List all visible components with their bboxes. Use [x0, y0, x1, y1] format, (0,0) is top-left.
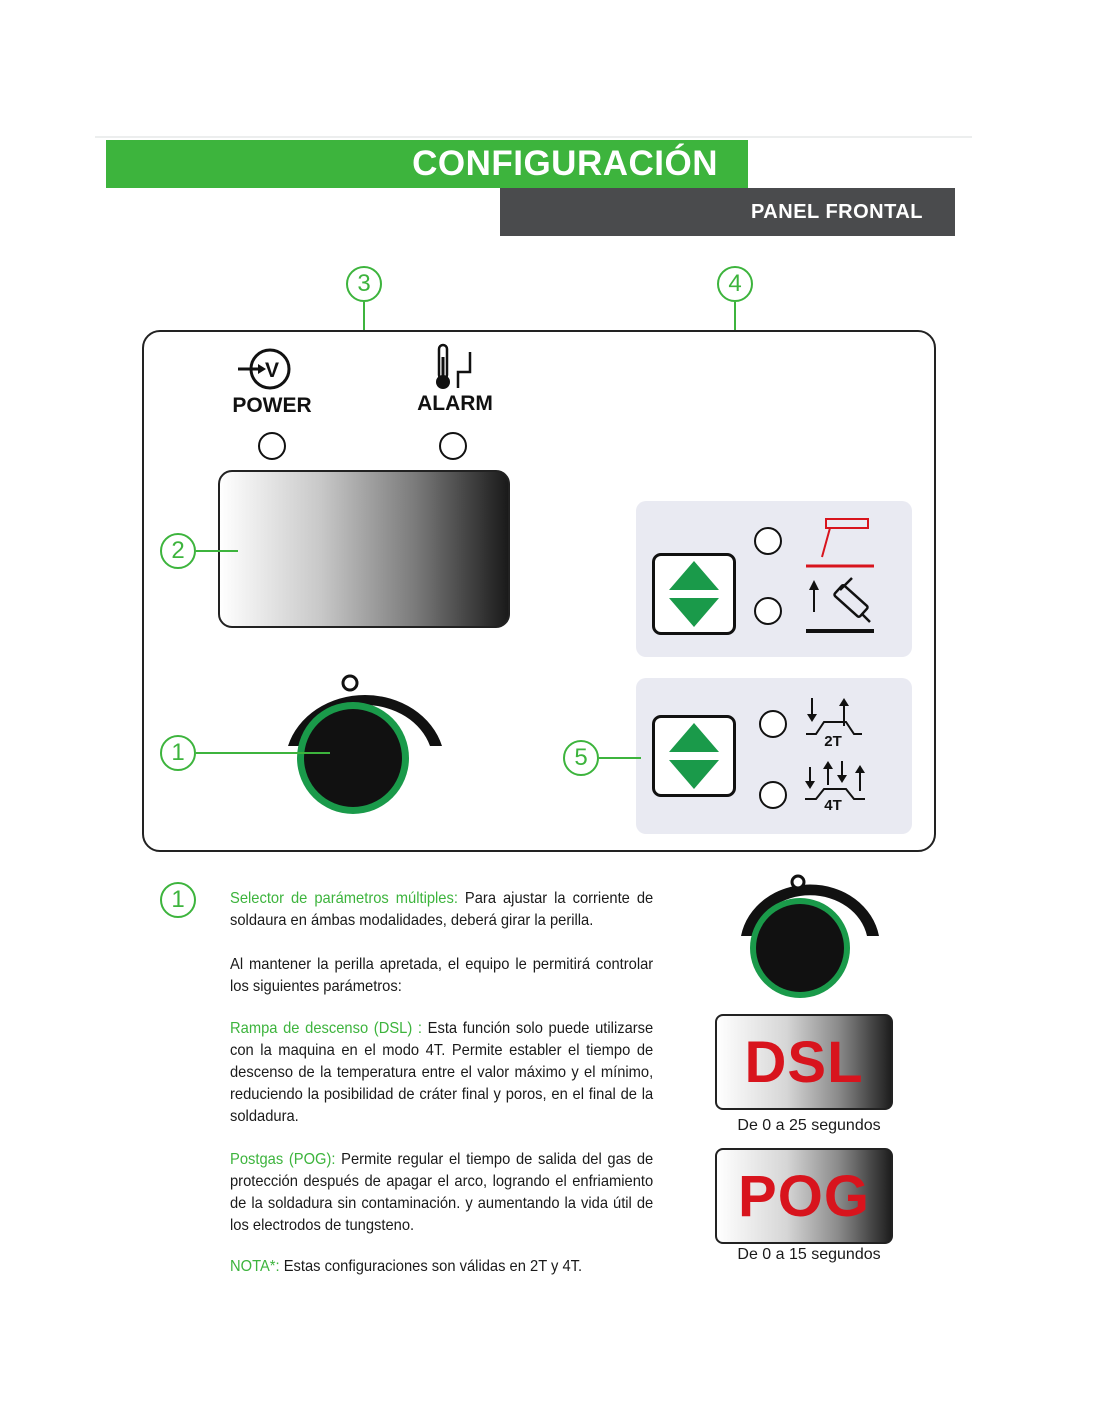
page-title: CONFIGURACIÓN	[106, 140, 748, 188]
callout-2-line	[196, 550, 238, 552]
paragraph-note-text: Estas configuraciones son válidas en 2T y 4T.	[279, 1258, 583, 1275]
mode-4t-icon	[802, 757, 868, 813]
paragraph-hold	[230, 954, 653, 998]
pog-badge: POG	[715, 1148, 893, 1244]
knob-illustration	[735, 870, 885, 1002]
paragraph-selector-text: Para ajustar la corriente de soldaura en ámbas modalidades, deberá girar la perilla.	[230, 890, 654, 929]
callout-2: 2	[160, 533, 196, 569]
callout-3: 3	[346, 266, 382, 302]
power-voltage-icon	[236, 346, 296, 392]
dsl-caption: De 0 a 25 segundos	[737, 1117, 881, 1134]
mode-4t-led	[759, 781, 787, 809]
up-down-arrows-icon	[655, 718, 733, 794]
dsl-badge: DSL	[715, 1014, 893, 1110]
parameter-knob[interactable]	[280, 670, 450, 820]
callout-5-line	[599, 757, 641, 759]
paragraph-hold-text: Al mantener la perilla apretada, el equipo le permitirá controlar los siguientes parámetros:	[230, 956, 654, 995]
paragraph-pog-text: Permite regular el tiempo de salida del gas de protección después de apagar el arco, logrando el enfriamiento de la soldadura sin contaminación. y aumentando la vida útil de los electrodos de tungsteno.	[230, 1151, 654, 1234]
process-select-button[interactable]	[652, 553, 736, 635]
paragraph-selector-title: Selector de parámetros múltiples:	[230, 890, 458, 907]
alarm-led	[439, 432, 467, 460]
tig-torch-icon	[800, 574, 880, 636]
mode-2t-icon	[802, 692, 866, 748]
digital-display	[218, 470, 510, 628]
header-rule	[95, 136, 972, 138]
mma-electrode-icon	[800, 514, 880, 574]
callout-1-line	[196, 752, 330, 754]
alarm-label: ALARM	[417, 392, 493, 415]
paragraph-note-title: NOTA*:	[230, 1258, 280, 1275]
paragraph-dsl	[230, 1018, 653, 1128]
callout-5: 5	[563, 740, 599, 776]
paragraph-dsl-title: Rampa de descenso (DSL) :	[230, 1020, 422, 1037]
pog-caption: De 0 a 15 segundos	[737, 1246, 881, 1263]
callout-1: 1	[160, 735, 196, 771]
power-icon-letter: V	[264, 359, 280, 382]
power-led	[258, 432, 286, 460]
callout-1-description: 1	[160, 882, 196, 918]
paragraph-pog	[230, 1149, 653, 1237]
mode-2t-led	[759, 710, 787, 738]
up-down-arrows-icon	[655, 556, 733, 632]
callout-4: 4	[717, 266, 753, 302]
paragraph-pog-title: Postgas (POG):	[230, 1151, 336, 1168]
paragraph-selector	[230, 888, 653, 932]
paragraph-note	[230, 1256, 653, 1278]
mode-2t-label: 2T	[824, 733, 842, 748]
power-label: POWER	[232, 394, 312, 417]
paragraph-dsl-text: Esta función solo puede utilizarse con la maquina en el modo 4T. Permite establer el tiempo de descenso de la temperatura entre el valor máximo y el mínimo, reduciendo la posibilidad de cráter final y poros, en el final de la soldadura.	[230, 1020, 654, 1125]
page-subtitle: PANEL FRONTAL	[500, 188, 955, 236]
mode-4t-label: 4T	[824, 797, 842, 813]
tig-led	[754, 597, 782, 625]
mma-led	[754, 527, 782, 555]
thermometer-alarm-icon	[430, 342, 480, 392]
trigger-mode-button[interactable]	[652, 715, 736, 797]
